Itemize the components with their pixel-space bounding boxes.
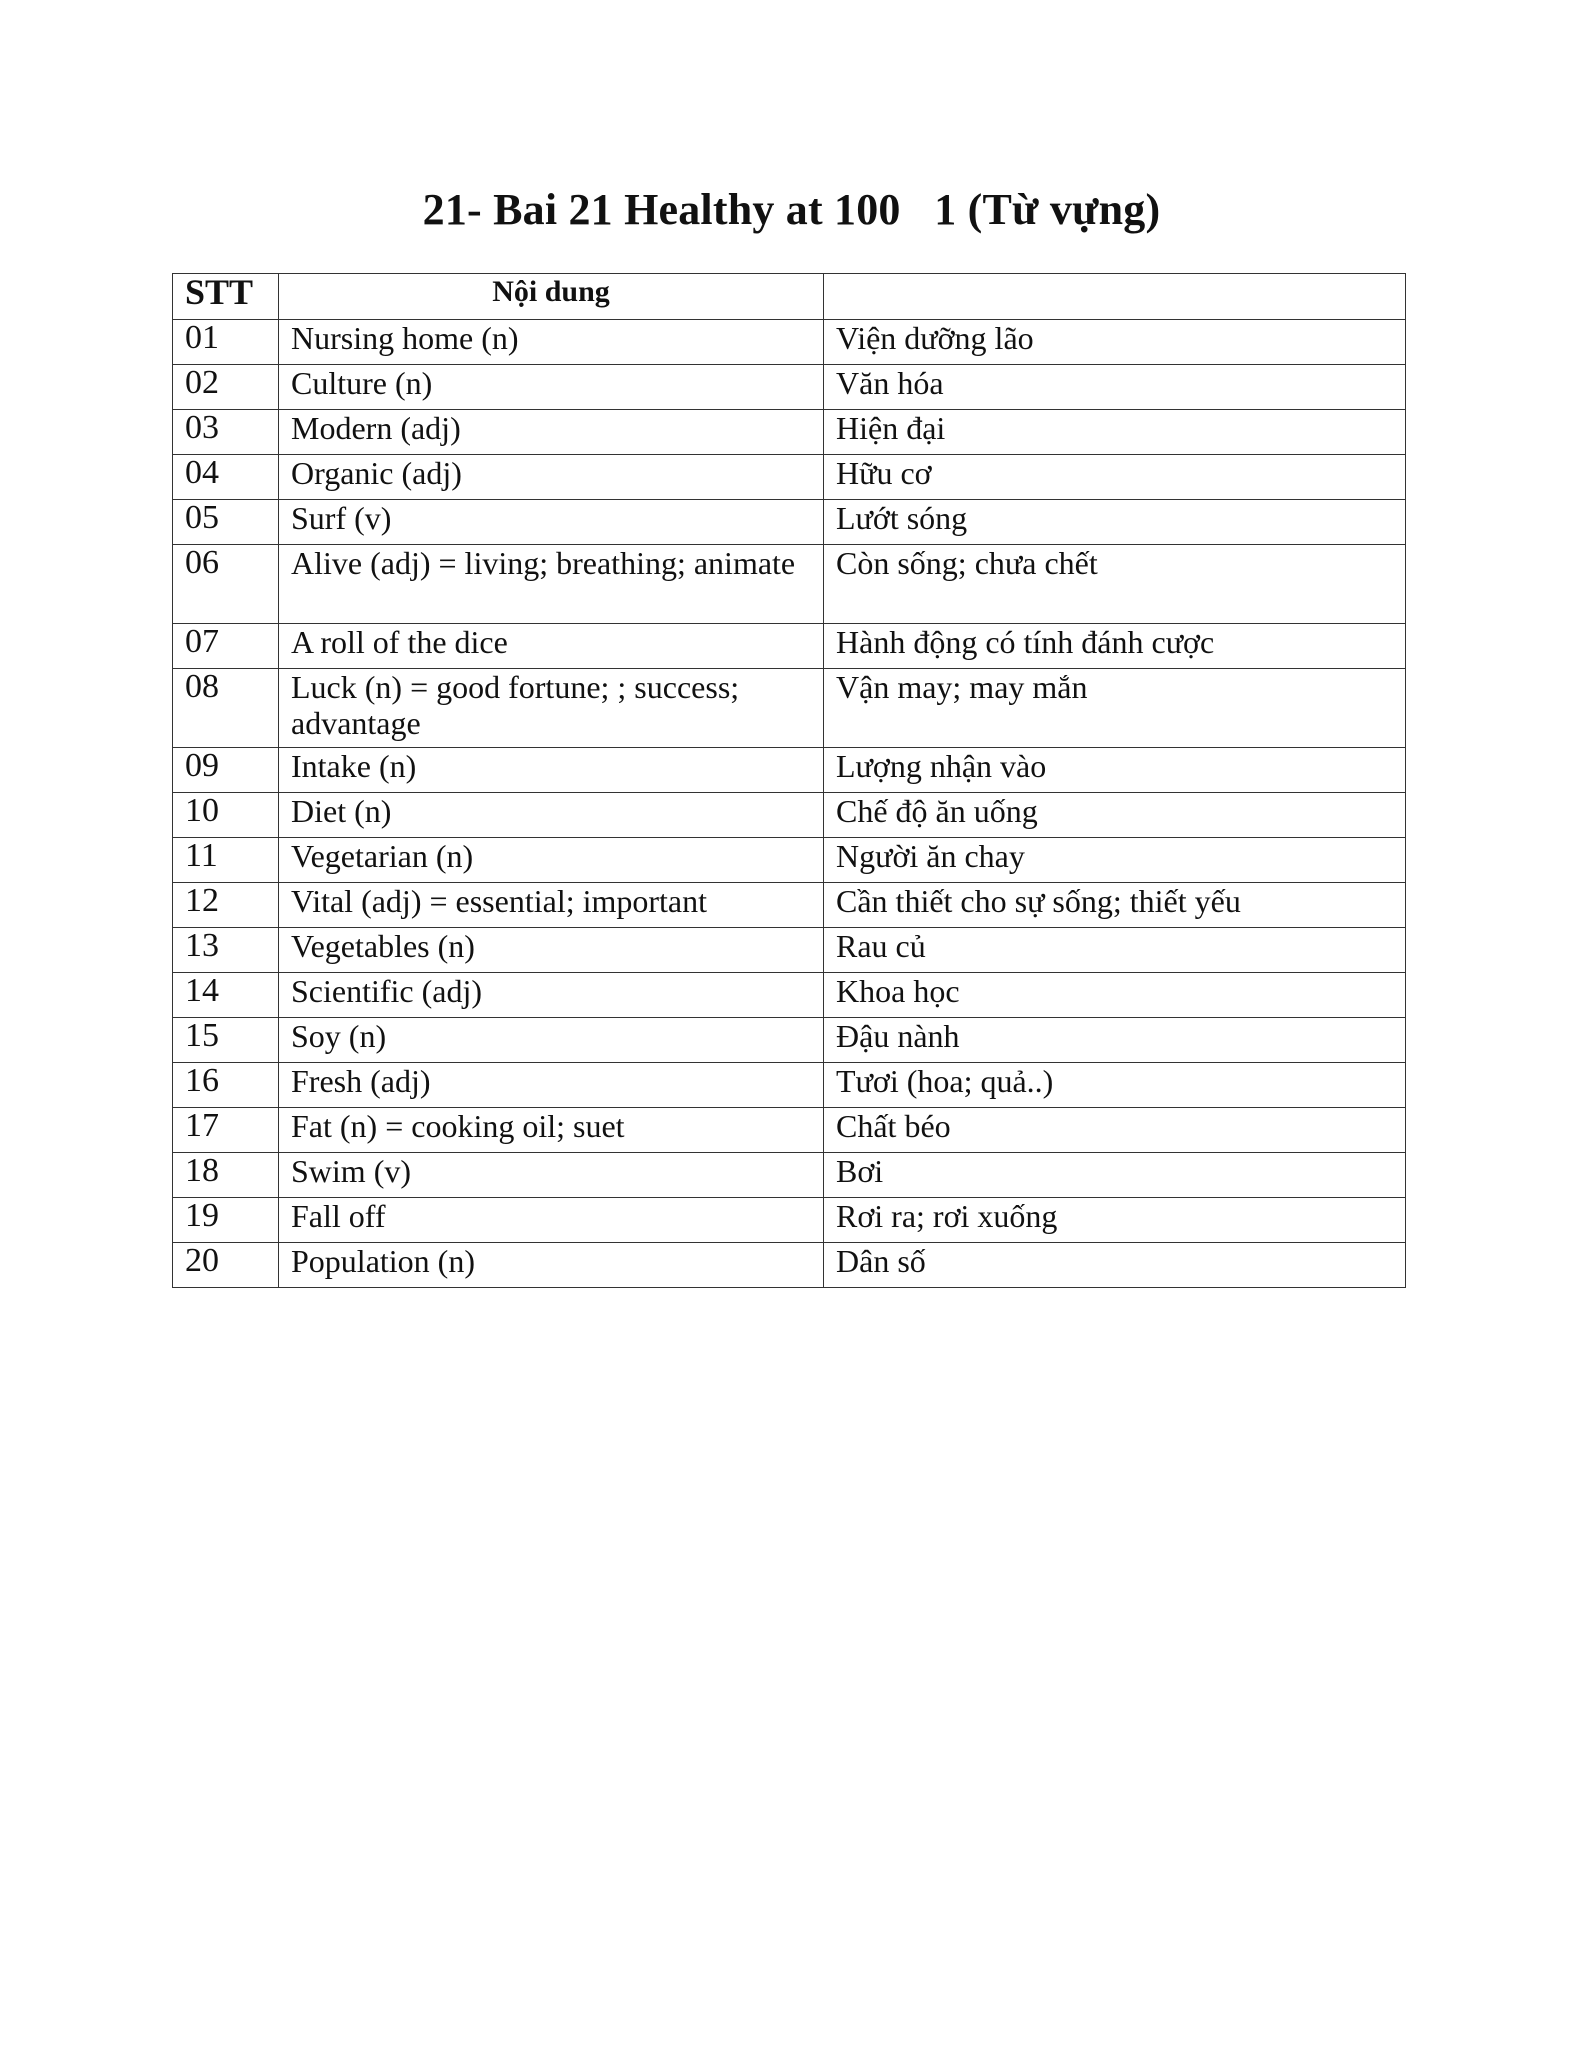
page-title: 21- Bai 21 Healthy at 100 1 (Từ vựng) — [422, 185, 1161, 234]
english-term: Alive (adj) = living; breathing; animate — [279, 545, 824, 624]
vietnamese-meaning: Bơi — [824, 1153, 1406, 1198]
vietnamese-meaning: Lượng nhận vào — [824, 748, 1406, 793]
table-row — [173, 320, 1406, 365]
table-row — [173, 793, 1406, 838]
table-row — [173, 669, 1406, 748]
vietnamese-meaning: Còn sống; chưa chết — [824, 545, 1406, 624]
row-number: 19 — [173, 1198, 279, 1243]
vietnamese-meaning: Tươi (hoa; quả..) — [824, 1063, 1406, 1108]
english-term: Culture (n) — [279, 365, 824, 410]
row-number: 15 — [173, 1018, 279, 1063]
english-term: Soy (n) — [279, 1018, 824, 1063]
english-term: Luck (n) = good fortune; ; success; advantage — [279, 669, 824, 748]
row-number: 03 — [173, 410, 279, 455]
table-header-row — [173, 274, 1406, 320]
header-stt: STT — [173, 274, 279, 320]
vietnamese-meaning: Khoa học — [824, 973, 1406, 1018]
english-term: Scientific (adj) — [279, 973, 824, 1018]
table-row — [173, 883, 1406, 928]
english-term: Fat (n) = cooking oil; suet — [279, 1108, 824, 1153]
vocabulary-table-body — [173, 274, 1406, 1288]
vietnamese-meaning: Hữu cơ — [824, 455, 1406, 500]
table-row — [173, 838, 1406, 883]
row-number: 07 — [173, 624, 279, 669]
table-row — [173, 624, 1406, 669]
row-number: 11 — [173, 838, 279, 883]
row-number: 18 — [173, 1153, 279, 1198]
english-term: Diet (n) — [279, 793, 824, 838]
table-row — [173, 973, 1406, 1018]
header-meaning — [824, 274, 1406, 320]
english-term: Surf (v) — [279, 500, 824, 545]
table-row — [173, 1153, 1406, 1198]
english-term: Vegetarian (n) — [279, 838, 824, 883]
vietnamese-meaning: Cần thiết cho sự sống; thiết yếu — [824, 883, 1406, 928]
english-term: Organic (adj) — [279, 455, 824, 500]
table-row — [173, 1018, 1406, 1063]
table-row — [173, 545, 1406, 624]
row-number: 14 — [173, 973, 279, 1018]
table-row — [173, 365, 1406, 410]
table-row — [173, 748, 1406, 793]
vietnamese-meaning: Rơi ra; rơi xuống — [824, 1198, 1406, 1243]
row-number: 09 — [173, 748, 279, 793]
vietnamese-meaning: Văn hóa — [824, 365, 1406, 410]
row-number: 12 — [173, 883, 279, 928]
english-term: Fresh (adj) — [279, 1063, 824, 1108]
vietnamese-meaning: Người ăn chay — [824, 838, 1406, 883]
row-number: 01 — [173, 320, 279, 365]
row-number: 17 — [173, 1108, 279, 1153]
vietnamese-meaning: Vận may; may mắn — [824, 669, 1406, 748]
english-term: A roll of the dice — [279, 624, 824, 669]
row-number: 16 — [173, 1063, 279, 1108]
row-number: 20 — [173, 1243, 279, 1288]
english-term: Fall off — [279, 1198, 824, 1243]
table-row — [173, 1198, 1406, 1243]
vietnamese-meaning: Đậu nành — [824, 1018, 1406, 1063]
row-number: 13 — [173, 928, 279, 973]
row-number: 05 — [173, 500, 279, 545]
vietnamese-meaning: Lướt sóng — [824, 500, 1406, 545]
table-row — [173, 410, 1406, 455]
english-term: Modern (adj) — [279, 410, 824, 455]
vietnamese-meaning: Viện dưỡng lão — [824, 320, 1406, 365]
english-term: Intake (n) — [279, 748, 824, 793]
english-term: Population (n) — [279, 1243, 824, 1288]
english-term: Nursing home (n) — [279, 320, 824, 365]
vietnamese-meaning: Chế độ ăn uống — [824, 793, 1406, 838]
row-number: 04 — [173, 455, 279, 500]
english-term: Swim (v) — [279, 1153, 824, 1198]
vietnamese-meaning: Hành động có tính đánh cược — [824, 624, 1406, 669]
vietnamese-meaning: Hiện đại — [824, 410, 1406, 455]
vietnamese-meaning: Rau củ — [824, 928, 1406, 973]
english-term: Vegetables (n) — [279, 928, 824, 973]
vocabulary-table — [172, 273, 1406, 1288]
english-term: Vital (adj) = essential; important — [279, 883, 824, 928]
row-number: 08 — [173, 669, 279, 748]
vietnamese-meaning: Chất béo — [824, 1108, 1406, 1153]
table-row — [173, 928, 1406, 973]
table-row — [173, 1108, 1406, 1153]
row-number: 10 — [173, 793, 279, 838]
header-content: Nội dung — [279, 274, 824, 320]
table-row — [173, 500, 1406, 545]
row-number: 02 — [173, 365, 279, 410]
table-row — [173, 455, 1406, 500]
row-number: 06 — [173, 545, 279, 624]
table-row — [173, 1243, 1406, 1288]
table-row — [173, 1063, 1406, 1108]
vietnamese-meaning: Dân số — [824, 1243, 1406, 1288]
